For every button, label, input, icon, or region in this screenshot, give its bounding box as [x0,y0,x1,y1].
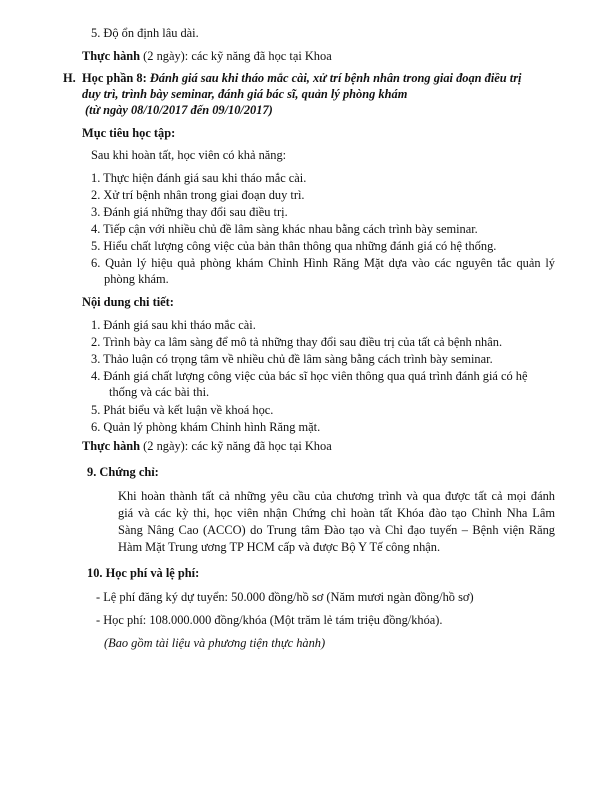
objective-item: 3. Đánh giá những thay đổi sau điều trị. [91,205,288,219]
fees-heading: 10. Học phí và lệ phí: [87,566,200,580]
top-practice-label: Thực hành [82,49,141,63]
detail-item: 6. Quản lý phòng khám Chỉnh hình Răng mặt. [91,420,321,434]
objectives-intro: Sau khi hoàn tất, học viên có khả năng: [91,148,287,162]
section-h-practice-text: (2 ngày): các kỹ năng đã học tại Khoa [140,439,332,453]
objective-item-continuation: phòng khám. [104,272,169,286]
section-h-practice-label: Thực hành [82,439,141,453]
section-h-title-italic-1: Đánh giá sau khi tháo mắc cài, xử trí bệnh nhân trong giai đoạn điều trị [146,71,522,85]
top-practice-line [82,49,332,64]
fees-note: (Bao gồm tài liệu và phương tiện thực hành) [104,636,326,650]
objective-item: 2. Xử trí bệnh nhân trong giai đoạn duy trì. [91,188,305,202]
certificate-line: Sàng Nâng Cao (ACCO) do Trung tâm Đào tạo và Chỉ đạo tuyến – Bệnh viện Răng [118,523,555,537]
detail-item: 3. Thảo luận có trọng tâm về nhiều chủ đề lâm sàng bằng cách trình bày seminar. [91,352,493,366]
top-practice-text: (2 ngày): các kỹ năng đã học tại Khoa [140,49,332,63]
section-h-letter: H. [63,71,76,85]
objective-item: 1. Thực hiện đánh giá sau khi tháo mắc cài. [91,171,307,185]
fee-item: - Học phí: 108.000.000 đồng/khóa (Một trăm lẻ tám triệu đồng/khóa). [96,613,443,627]
section-h-practice-line [82,439,332,454]
certificate-heading: 9. Chứng chỉ: [87,465,159,479]
fee-item: - Lệ phí đăng ký dự tuyển: 50.000 đồng/hồ sơ (Năm mươi ngàn đồng/hồ sơ) [96,590,474,604]
section-h-title-line-1 [82,71,521,86]
objective-item: 5. Hiểu chất lượng công việc của bản thân thông qua những đánh giá có hệ thống. [91,239,497,253]
objectives-heading: Mục tiêu học tập: [82,126,176,140]
details-heading: Nội dung chi tiết: [82,295,174,309]
top-item-5: 5. Độ ổn định lâu dài. [91,26,199,40]
objective-item: 6. Quản lý hiệu quả phòng khám Chỉnh Hình Răng Mặt dựa vào các nguyên tắc quản lý [91,256,555,270]
detail-item-continuation: thống và các bài thi. [109,385,210,399]
certificate-line: Khi hoàn thành tất cả những yêu cầu của chương trình và qua được tất cả mọi đánh [118,489,555,503]
section-h-dates: (từ ngày 08/10/2017 đến 09/10/2017) [85,103,273,117]
section-h-title-line-2: duy trì, trình bày seminar, đánh giá bác sĩ, quản lý phòng khám [82,87,408,101]
detail-item: 2. Trình bày ca lâm sàng để mô tả những thay đổi sau điều trị của tất cả bệnh nhân. [91,335,503,349]
section-h-title-bold: Học phần 8: [82,71,147,85]
certificate-line: giá và các kỳ thi, học viên nhận Chứng chỉ hoàn tất Khóa đào tạo Chỉnh Nha Lâm [118,506,555,520]
detail-item: 4. Đánh giá chất lượng công việc của bác sĩ học viên thông qua quá trình đánh giá có hệ [91,369,528,383]
detail-item: 1. Đánh giá sau khi tháo mắc cài. [91,318,256,332]
detail-item: 5. Phát biểu và kết luận về khoá học. [91,403,274,417]
objective-item: 4. Tiếp cận với nhiều chủ đề lâm sàng khác nhau bằng cách trình bày seminar. [91,222,478,236]
certificate-line: Hàm Mặt Trung ương TP HCM cấp và được Bộ Y Tế công nhận. [118,540,441,554]
